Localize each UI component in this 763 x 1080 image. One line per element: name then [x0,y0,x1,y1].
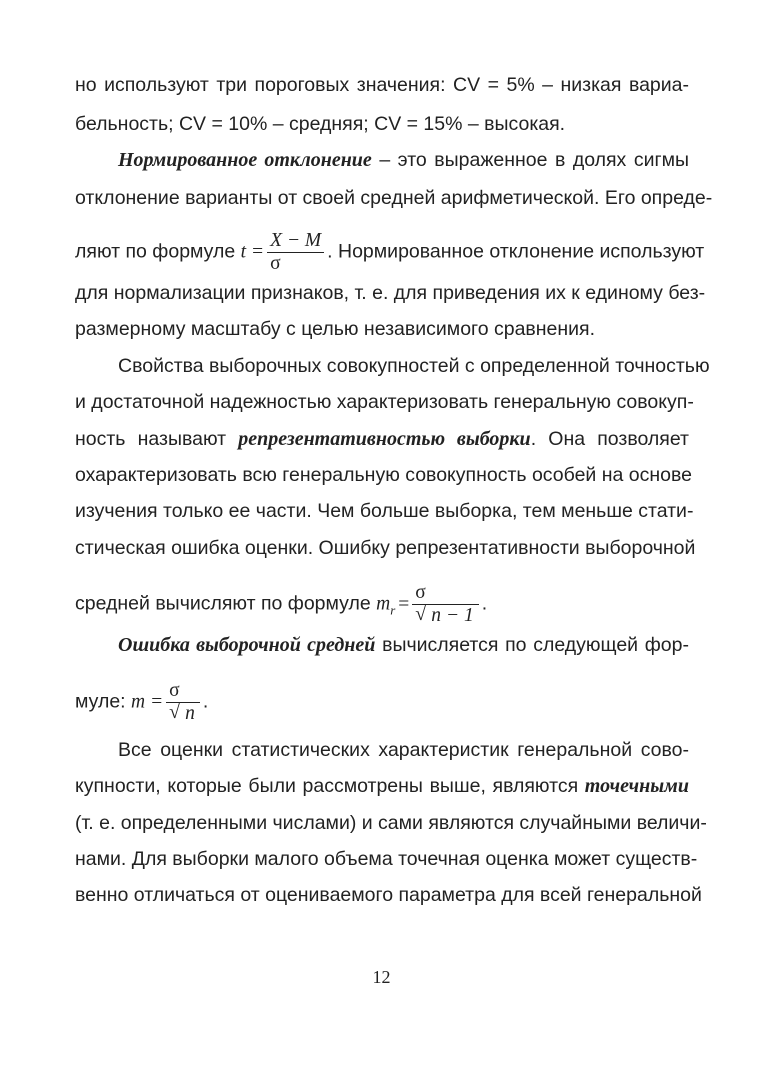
formula-radicand: n − 1 [431,605,474,626]
text-span: . Она позволяет [530,428,689,450]
text-line: охарактеризовать всю генеральную совокупность особей на основе [75,464,692,486]
text-line [75,427,689,451]
text-line [75,680,689,725]
page-number: 12 [372,967,391,987]
term-normalized-deviation: Нормированное отклонение [118,149,372,171]
text-line [75,230,705,275]
text-line [75,582,689,627]
text-line: изучения только ее части. Чем больше выборка, тем меньше стати- [75,500,694,522]
text-line: размерному масштабу с целью независимого сравнения. [75,318,596,340]
formula-subscript: r [390,602,396,618]
text-line: и достаточной надежностью характеризовать генеральную совокуп- [75,391,694,413]
text-span: . Нормированное отклонение используют [327,240,705,263]
text-line: отклонение варианты от своей средней арифметической. Его опреде- [75,187,713,209]
text-line: стическая ошибка оценки. Ошибку репрезентативности выборочной [75,537,696,559]
text-span: – это выраженное в долях сигмы [371,149,689,171]
text-line [75,774,689,798]
formula-radicand: n [185,703,195,724]
text-line: но используют три пороговых значения: CV = 5% – низкая вариа- [75,74,689,96]
formula-fraction [412,582,478,627]
text-span: . [202,690,209,713]
text-line: (т. е. определенными числами) и сами являются случайными величи- [75,812,707,834]
text-line: Все оценки статистических характеристик генеральной сово- [118,739,689,761]
term-point-estimates: точечными [584,775,689,797]
text-span: . [481,592,488,615]
text-line [118,633,689,657]
text-line: для нормализации признаков, т. е. для приведения их к единому без- [75,282,706,304]
text-span: средней вычисляют по формуле [75,592,377,615]
text-span: вычисляется по следующей фор- [375,634,689,656]
formula-equals: = [398,593,410,615]
text-line: Свойства выборочных совокупностей с определенной точностью [118,355,710,377]
formula-fraction [267,230,324,275]
radical-sign: √ [169,701,181,723]
text-span: ляют по формуле [75,240,241,263]
formula-denominator: σ [270,253,281,274]
formula-lhs: t = [240,241,265,263]
term-representativeness: репрезентативностью выборки [238,428,531,450]
radical-sign: √ [415,603,427,625]
sqrt-symbol [169,703,197,725]
text-line: нами. Для выборки малого объема точечная оценка может существ- [75,848,698,870]
formula-numerator: X − M [267,230,324,253]
formula-lhs: m = [131,691,164,713]
formula-denominator [412,605,478,627]
sqrt-symbol [415,605,475,627]
text-line: бельность; CV = 10% – средняя; CV = 15% – высокая. [75,113,566,135]
text-span: купности, которые были рассмотрены выше, являются [75,775,585,797]
term-sample-mean-error: Ошибка выборочной средней [118,634,376,656]
formula-fraction [166,680,200,725]
text-line: венно отличаться от оцениваемого параметра для всей генеральной [75,884,702,906]
text-span: муле: [75,690,132,713]
formula-denominator [166,703,200,725]
text-span: ность называют [75,428,239,450]
formula-lhs: m [376,593,391,615]
formula-numerator: σ [412,582,478,605]
text-line [118,148,689,172]
formula-numerator: σ [166,680,200,703]
